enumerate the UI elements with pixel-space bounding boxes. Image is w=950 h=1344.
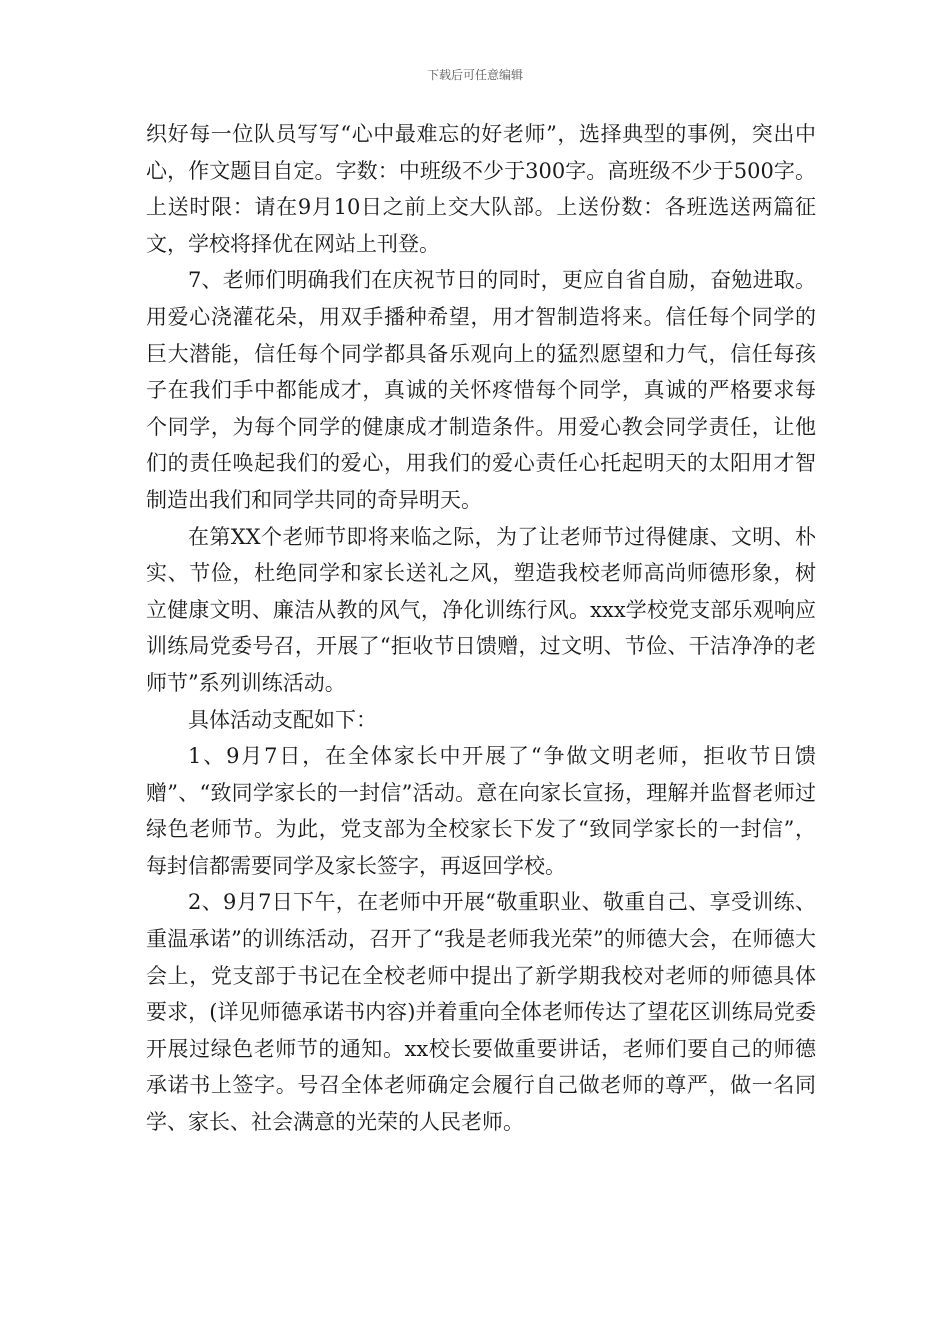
paragraph-3: 在第XX个老师节即将来临之际，为了让老师节过得健康、文明、朴实、节俭，杜绝同学和家长送礼之风，塑造我校老师高尚师德形象，树立健康文明、廉洁从教的风气，净化训练行风。xxx学校党支部乐观响应训练局党委号召，开展了“拒收节日馈赠，过文明、节俭、干洁净净的老师节”系列训练活动。 xyxy=(146,524,816,695)
paragraph-5: 1、9月7日，在全体家长中开展了“争做文明老师，拒收节日馈赠”、“致同学家长的一封信”活动。意在向家长宣扬，理解并监督老师过绿色老师节。为此，党支部为全校家长下发了“致同学家长的一封信”，每封信都需要同学及家长签字，再返回学校。 xyxy=(146,744,816,878)
paragraph-1: 织好每一位队员写写“心中最难忘的好老师”，选择典型的事例，突出中心，作文题目自定。字数：中班级不少于300字。高班级不少于500字。上送时限：请在9月10日之前上交大队部。上送份数：各班选送两篇征文，学校将择优在网站上刊登。 xyxy=(146,122,816,256)
paragraph-4: 具体活动支配如下： xyxy=(188,707,377,732)
page-header: 下载后可任意编辑 xyxy=(426,68,523,82)
paragraph-2: 7、老师们明确我们在庆祝节日的同时，更应自省自励，奋勉进取。用爱心浇灌花朵，用双手播种希望，用才智制造将来。信任每个同学的巨大潜能，信任每个同学都具备乐观向上的猛烈愿望和力气，信任每孩子在我们手中都能成才，真诚的关怀疼惜每个同学，真诚的严格要求每个同学，为每个同学的健康成才制造条件。用爱心教会同学责任，让他们的责任唤起我们的爱心，用我们的爱心责任心托起明天的太阳用才智制造出我们和同学共同的奇异明天。 xyxy=(146,268,816,512)
paragraph-6: 2、9月7日下午，在老师中开展“敬重职业、敬重自己、享受训练、重温承诺”的训练活动，召开了“我是老师我光荣”的师德大会，在师德大会上，党支部于书记在全校老师中提出了新学期我校对老师的师德具体要求，(详见师德承诺书内容)并着重向全体老师传达了望花区训练局党委开展过绿色老师节的通知。xx校长要做重要讲话，老师们要自己的师德承诺书上签字。号召全体老师确定会履行自己做老师的尊严，做一名同学、家长、社会满意的光荣的人民老师。 xyxy=(146,890,816,1135)
document-body xyxy=(146,116,816,1141)
